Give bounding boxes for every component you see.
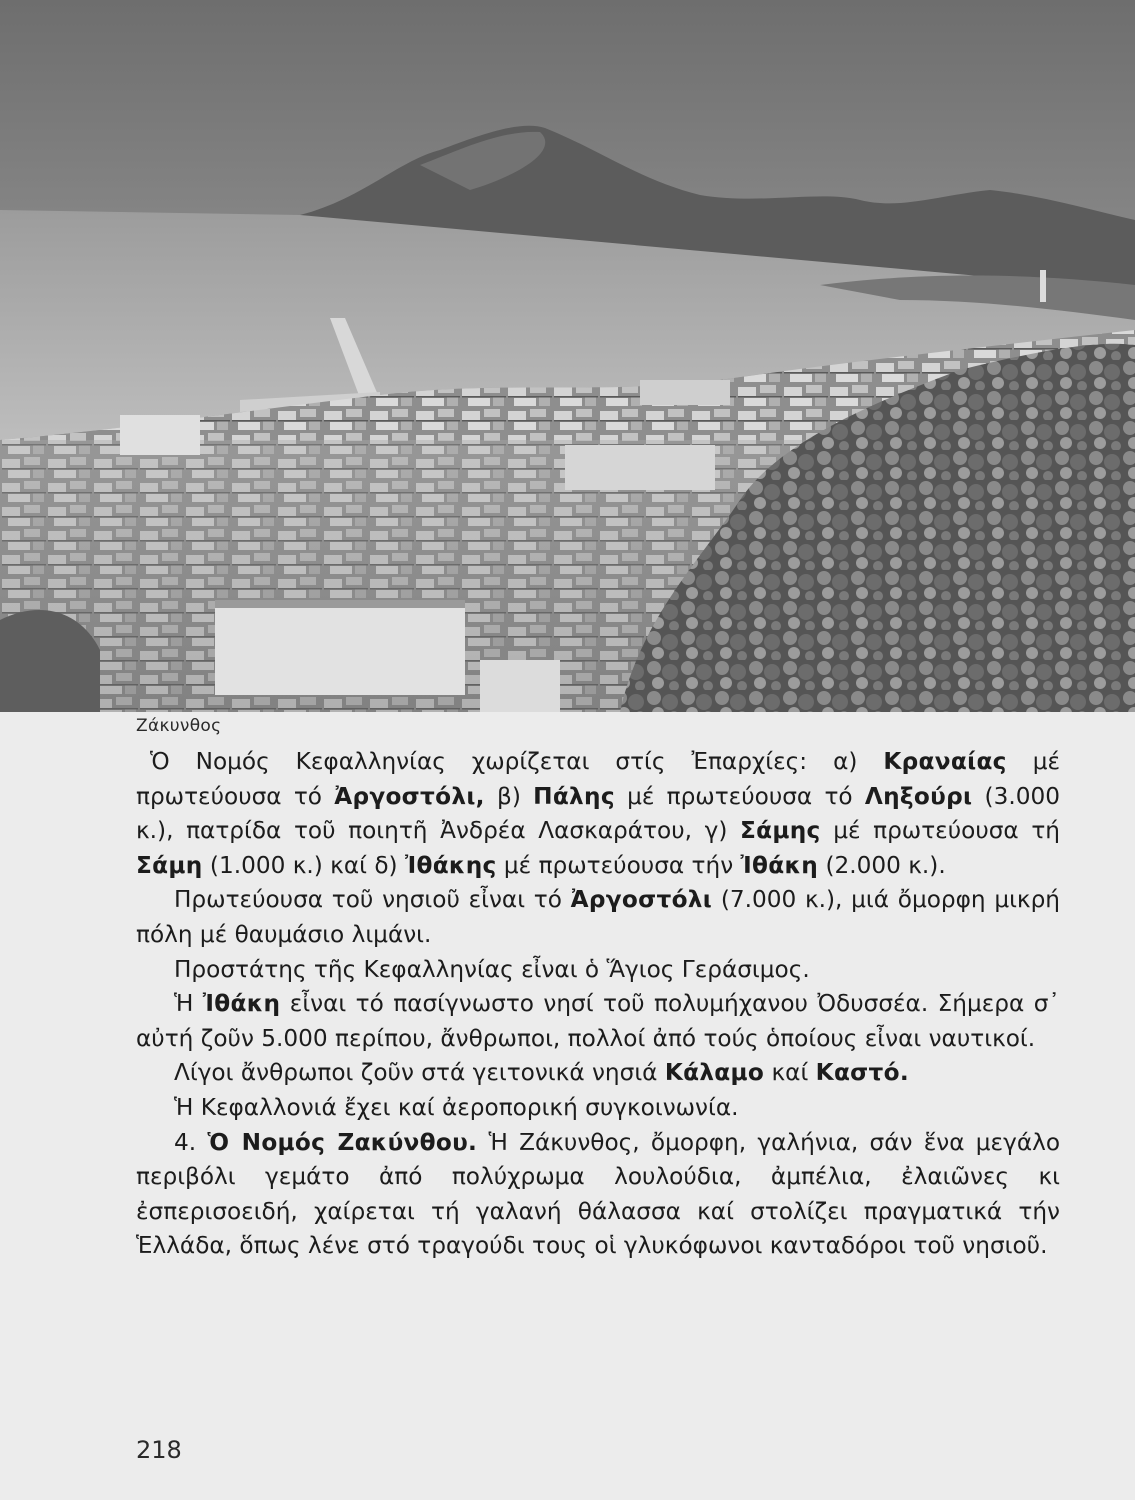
bold-term: Ἰθάκη <box>740 851 819 879</box>
paragraph <box>136 1091 1060 1126</box>
text-run: Προστάτης τῆς Κεφαλληνίας εἶναι ὁ Ἅγιος Γεράσιμος. <box>174 955 810 983</box>
photo-caption: Ζάκυνθος <box>136 716 222 736</box>
paragraph <box>136 1126 1060 1264</box>
bold-term: Κάλαμο <box>664 1059 765 1087</box>
text-run: καί <box>764 1059 816 1087</box>
bold-term: Πάλης <box>533 782 615 810</box>
text-run: (3.000 κ.), πατρίδα τοῦ ποιητῆ Ἀνδρέα Λασκαράτου, γ) <box>136 782 1060 845</box>
bold-term: Ἰθάκης <box>404 851 497 879</box>
text-run: Ἡ Κεφαλλονιά ἔχει καί ἀεροπορική συγκοινωνία. <box>174 1093 739 1121</box>
text-run: εἶναι τό πασίγνωστο νησί τοῦ πολυμήχανου Ὀδυσσέα. Σήμερα σ᾽ αὐτή ζοῦν 5.000 περίπου, ἄνθρωποι, πολλοί ἀπό τούς ὁποίους εἶναι ναυτικοί. <box>136 990 1060 1052</box>
bold-term: Ἰθάκη <box>202 990 281 1018</box>
page-number: 218 <box>136 1436 182 1464</box>
text-run: Ἡ <box>174 990 203 1018</box>
paragraph <box>136 987 1060 1056</box>
text-run: β) <box>484 782 534 810</box>
text-run: Λίγοι ἄνθρωποι ζοῦν στά γειτονικά νησιά <box>174 1059 665 1087</box>
body-text <box>136 745 1060 1264</box>
text-run: (7.000 κ.), μιά ὄμορφη μικρή πόλη μέ θαυμάσιο λιμάνι. <box>136 886 1060 948</box>
bold-term: Ὁ Νομός Ζακύνθου. <box>207 1128 478 1156</box>
text-run: μέ πρωτεύουσα τό <box>614 782 865 810</box>
text-run: 4. <box>174 1128 208 1156</box>
bold-term: Κραναίας <box>883 748 1007 775</box>
text-run: μέ πρωτεύουσα τό <box>136 748 1060 810</box>
bold-term: Ἀργοστόλι <box>570 886 713 914</box>
bold-term: Ἀργοστόλι, <box>334 782 485 810</box>
paragraph <box>136 1056 1060 1091</box>
bold-term: Καστό. <box>815 1059 909 1087</box>
paragraph <box>136 883 1060 952</box>
text-run: (1.000 κ.) καί δ) <box>202 851 405 879</box>
bold-term: Ληξούρι <box>864 782 973 810</box>
paragraph <box>136 745 1060 883</box>
bold-term: Σάμης <box>740 817 821 845</box>
text-run: μέ πρωτεύουσα τή <box>820 817 1060 845</box>
text-run: Ὁ Νομός Κεφαλληνίας χωρίζεται στίς Ἐπαρχίες: α) <box>150 748 884 775</box>
text-run: μέ πρωτεύουσα τήν <box>496 851 741 879</box>
text-run: Ἡ Ζάκυνθος, ὄμορφη, γαλήνια, σάν ἕνα μεγάλο περιβόλι γεμάτο ἀπό πολύχρωμα λουλούδια, ἀμπέλια, ἐλαιῶνες κι ἐσπερισοειδή, χαίρεται τή γαλανή θάλασσα καί στολίζει πραγματικά τήν Ἑλλάδα, ὅπως λένε στό τραγούδι τους οἱ γλυκόφωνοι κανταδόροι τοῦ νησιοῦ. <box>136 1128 1061 1260</box>
zakynthos-photo <box>0 0 1135 712</box>
text-run: Πρωτεύουσα τοῦ νησιοῦ εἶναι τό <box>174 886 571 914</box>
text-run: (2.000 κ.). <box>818 851 946 879</box>
paragraph <box>136 953 1060 988</box>
bold-term: Σάμη <box>136 851 203 879</box>
